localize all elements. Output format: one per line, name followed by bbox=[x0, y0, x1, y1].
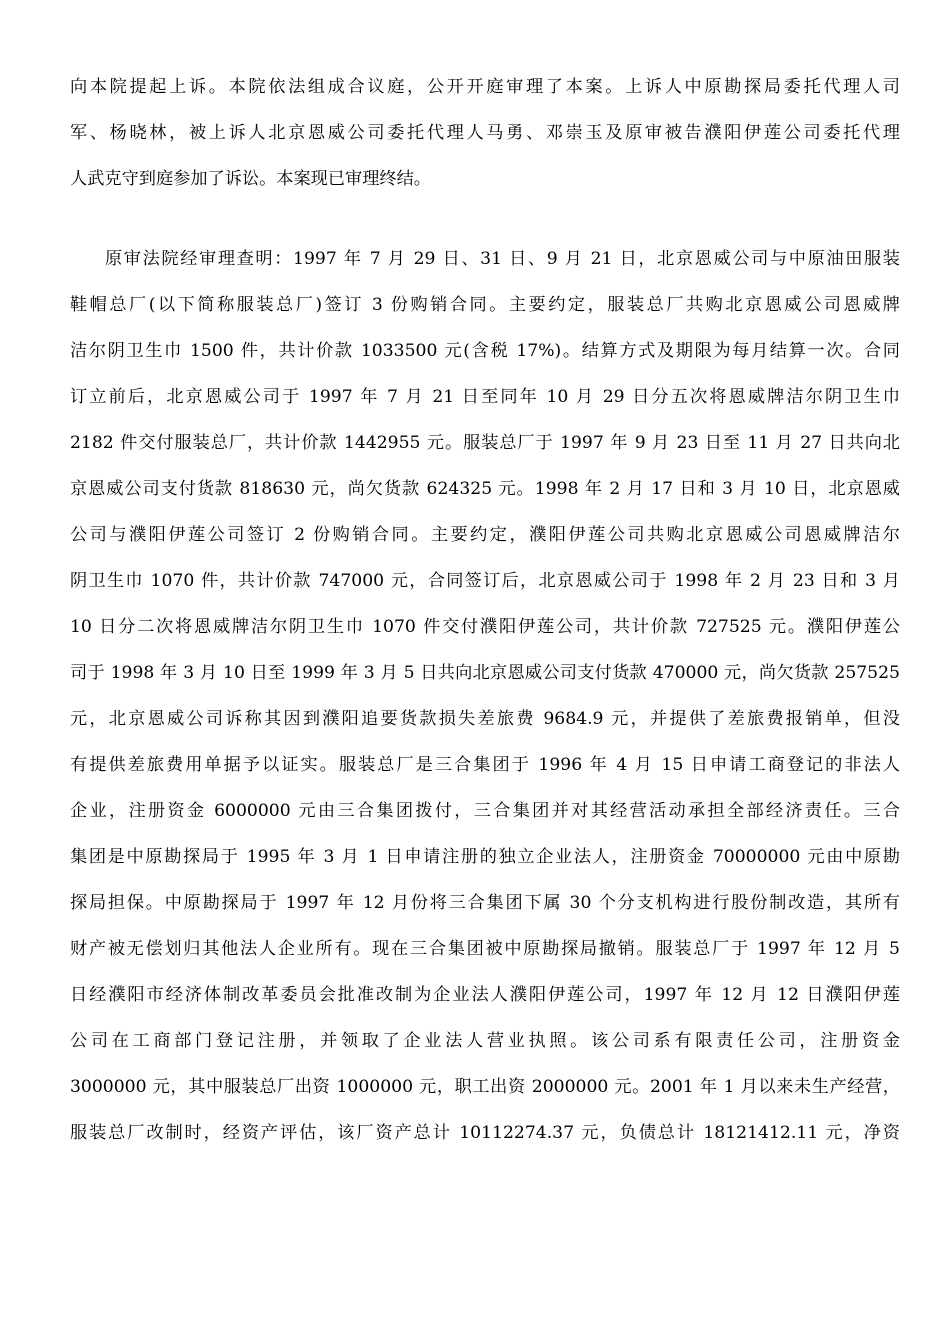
text-line: 洁尔阴卫生巾 1500 件，共计价款 1033500 元(含税 17%)。结算方式及期限为每月结算一次。合同 bbox=[70, 341, 900, 361]
text-line: 3000000 元，其中服装总厂出资 1000000 元，职工出资 2000000 元。2001 年 1 月以来未生产经营， bbox=[70, 1077, 900, 1097]
text-line: 10 日分二次将恩威牌洁尔阴卫生巾 1070 件交付濮阳伊莲公司，共计价款 727525 元。濮阳伊莲公 bbox=[70, 617, 900, 637]
text-line: 向本院提起上诉。本院依法组成合议庭，公开开庭审理了本案。上诉人中原勘探局委托代理人司 bbox=[70, 77, 900, 97]
text-line: 原审法院经审理查明：1997 年 7 月 29 日、31 日、9 月 21 日，北京恩威公司与中原油田服装 bbox=[105, 249, 900, 269]
text-line: 2182 件交付服装总厂，共计价款 1442955 元。服装总厂于 1997 年 9 月 23 日至 11 月 27 日共向北 bbox=[70, 433, 900, 453]
text-line: 元，北京恩威公司诉称其因到濮阳追要货款损失差旅费 9684.9 元，并提供了差旅费报销单，但没 bbox=[70, 709, 900, 729]
text-line: 公司与濮阳伊莲公司签订 2 份购销合同。主要约定，濮阳伊莲公司共购北京恩威公司恩威牌洁尔 bbox=[70, 525, 900, 545]
text-line: 公司在工商部门登记注册，并领取了企业法人营业执照。该公司系有限责任公司，注册资金 bbox=[70, 1031, 900, 1051]
text-line: 订立前后，北京恩威公司于 1997 年 7 月 21 日至同年 10 月 29 日分五次将恩威牌洁尔阴卫生巾 bbox=[70, 387, 900, 407]
text-line: 财产被无偿划归其他法人企业所有。现在三合集团被中原勘探局撤销。服装总厂于 1997 年 12 月 5 bbox=[70, 939, 900, 959]
paragraph-appeal-hearing bbox=[70, 64, 900, 202]
text-line: 人武克守到庭参加了诉讼。本案现已审理终结。 bbox=[70, 169, 431, 189]
text-line: 鞋帽总厂(以下简称服装总厂)签订 3 份购销合同。主要约定，服装总厂共购北京恩威公司恩威牌 bbox=[70, 295, 900, 315]
text-line: 军、杨晓林，被上诉人北京恩威公司委托代理人马勇、邓崇玉及原审被告濮阳伊莲公司委托代理 bbox=[70, 123, 900, 143]
text-line: 集团是中原勘探局于 1995 年 3 月 1 日申请注册的独立企业法人，注册资金 70000000 元由中原勘 bbox=[70, 847, 900, 867]
text-line: 有提供差旅费用单据予以证实。服装总厂是三合集团于 1996 年 4 月 15 日申请工商登记的非法人 bbox=[70, 755, 900, 775]
text-line: 司于 1998 年 3 月 10 日至 1999 年 3 月 5 日共向北京恩威公司支付货款 470000 元，尚欠货款 257525 bbox=[70, 663, 900, 683]
paragraph-facts-found bbox=[70, 236, 900, 1156]
text-line: 日经濮阳市经济体制改革委员会批准改制为企业法人濮阳伊莲公司，1997 年 12 月 12 日濮阳伊莲 bbox=[70, 985, 900, 1005]
text-line: 服装总厂改制时，经资产评估，该厂资产总计 10112274.37 元，负债总计 18121412.11 元，净资 bbox=[70, 1123, 900, 1143]
text-line: 探局担保。中原勘探局于 1997 年 12 月份将三合集团下属 30 个分支机构进行股份制改造，其所有 bbox=[70, 893, 900, 913]
text-line: 企业，注册资金 6000000 元由三合集团拨付，三合集团并对其经营活动承担全部经济责任。三合 bbox=[70, 801, 900, 821]
text-line: 阴卫生巾 1070 件，共计价款 747000 元，合同签订后，北京恩威公司于 1998 年 2 月 23 日和 3 月 bbox=[70, 571, 900, 591]
text-line: 京恩威公司支付货款 818630 元，尚欠货款 624325 元。1998 年 2 月 17 日和 3 月 10 日，北京恩威 bbox=[70, 479, 900, 499]
